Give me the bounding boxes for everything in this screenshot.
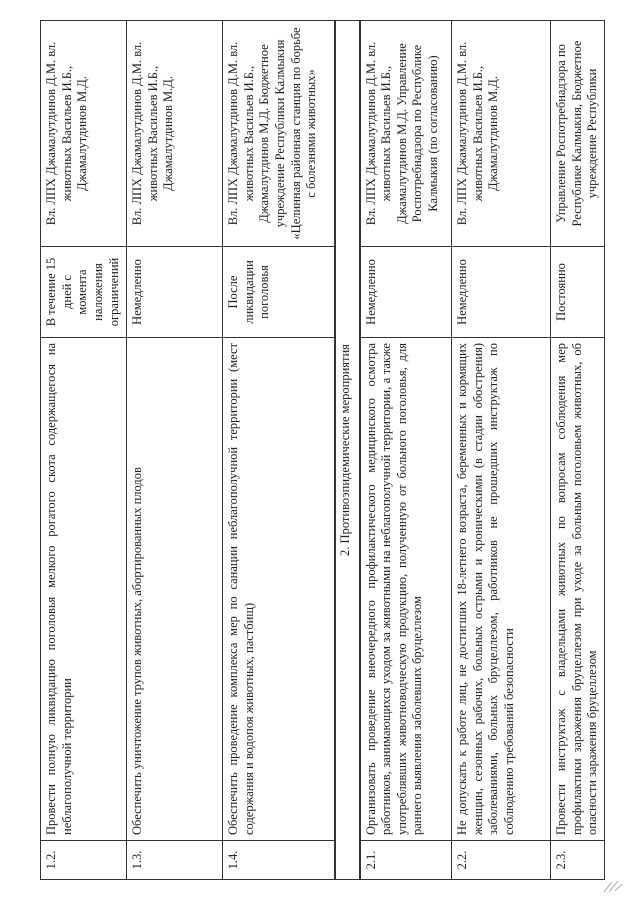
responsible-cell: Вл. ЛПХ Джамалутдинов Д.М. вл. животных Васильев И.Б., Джамалутдинов М.Д. Бюджетное учреждение Республики Калмыкия «Целинная районная станция по борьбе с болезнями животных» xyxy=(223,21,335,247)
responsible-cell: Вл. ЛПХ Джамалутдинов Д.М. вл. животных Васильев И.Б., Джамалутдинов М.Д. xyxy=(452,21,551,247)
table-row xyxy=(452,21,551,880)
measure-text: Провести полную ликвидацию поголовья мелкого рогатого скота содержащегося на неблагополучной территории xyxy=(41,338,127,841)
row-number: 1.2. xyxy=(41,841,127,880)
responsible-cell: Вл. ЛПХ Джамалутдинов Д.М. вл. животных Васильев И.Б., Джамалутдинов М.Д. xyxy=(127,21,223,247)
measure-text: Провести инструктаж с владельцами животных по вопросам соблюдения мер профилактики заражения бруцеллезом при уходе за больным поголовьем животных, об опасности заражения бруцеллезом xyxy=(551,338,605,841)
rotated-table-sheet xyxy=(40,20,600,880)
table-row xyxy=(360,21,452,880)
section-header-row xyxy=(335,21,360,880)
row-number: 1.4. xyxy=(223,841,335,880)
table-row xyxy=(223,21,335,880)
scan-artifact-mark xyxy=(600,872,626,894)
measure-text: Организовать проведение внеочередного профилактического медицинского осмотра работников, занимающихся уходом за животными на неблагополучной территории, а также употреблявших животноводческую продукцию, полученную от больного поголовья, для раннего выявления заболевших бруцеллезом xyxy=(360,338,452,841)
term-cell: Немедленно xyxy=(127,247,223,338)
responsible-cell: Вл. ЛПХ Джамалутдинов Д.М. вл. животных Васильев И.Б., Джамалутдинов М.Д. Управление Роспотребнадзора по Республике Калмыкия (по согласованию) xyxy=(360,21,452,247)
section-title: 2. Противоэпидемические мероприятия xyxy=(335,21,360,880)
measure-text: Не допускать к работе лиц, не достигших 18-летнего возраста, беременных и кормящих женщин, сезонных рабочих, больных острыми и хроническими (в стадии обострения) заболеваниями, больных бруцеллезом, работников не прошедших инструктаж по соблюдению требований безопасности xyxy=(452,338,551,841)
term-cell: После ликвидации поголовья xyxy=(223,247,335,338)
responsible-cell: Вл. ЛПХ Джамалутдинов Д.М. вл. животных Васильев И.Б., Джамалутдинов М.Д. xyxy=(41,21,127,247)
table-row xyxy=(41,21,127,880)
term-cell: Немедленно xyxy=(452,247,551,338)
row-number: 2.1. xyxy=(360,841,452,880)
measure-text: Обеспечить проведение комплекса мер по санации неблагополучной территории (мест содержания и водопоя животных, пастбищ) xyxy=(223,338,335,841)
table-row xyxy=(127,21,223,880)
term-cell: Постоянно xyxy=(551,247,605,338)
table-row xyxy=(551,21,605,880)
row-number: 2.3. xyxy=(551,841,605,880)
measure-text: Обеспечить уничтожение трупов животных, абортированных плодов xyxy=(127,338,223,841)
term-cell: Немедленно xyxy=(360,247,452,338)
row-number: 2.2. xyxy=(452,841,551,880)
measures-table xyxy=(40,20,605,880)
row-number: 1.3. xyxy=(127,841,223,880)
responsible-cell: Управление Роспотребнадзора по Республике Калмыкия, Бюджетное учреждение Республики xyxy=(551,21,605,247)
term-cell: В течение 15 дней с момента наложения ограничений xyxy=(41,247,127,338)
